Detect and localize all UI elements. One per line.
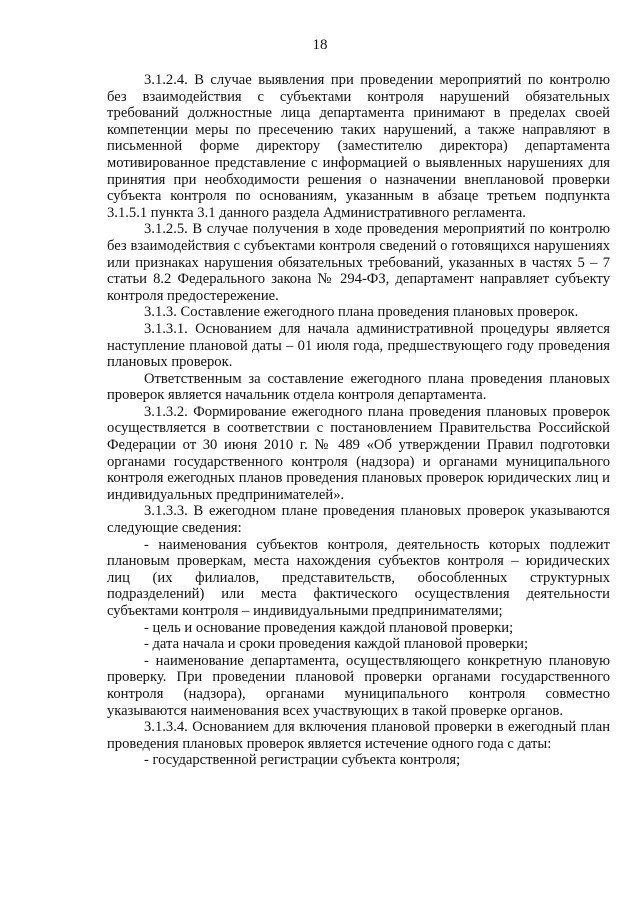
paragraph-3-1-2-5: 3.1.2.5. В случае получения в ходе проведения мероприятий по контролю без взаимодействия с субъектами контроля сведений о готовящихся нарушениях или признаках нарушения обязательных требований, указанных в частях 5 – 7 статьи 8.2 Федерального закона № 294-ФЗ, департамент направляет субъекту контроля предостережение. bbox=[107, 221, 610, 304]
list-item-department: - наименование департамента, осуществляющего конкретную плановую проверку. При проведении плановой проверки органами государственного контроля (надзора), органами муниципального контроля совместно указываются наименования всех участвующих в такой проверке органов. bbox=[107, 652, 610, 719]
paragraph-3-1-3-1: 3.1.3.1. Основанием для начала административной процедуры является наступление плановой даты – 01 июля года, предшествующего году проведения плановых проверок. bbox=[107, 320, 610, 371]
paragraph-3-1-3: 3.1.3. Составление ежегодного плана проведения плановых проверок. bbox=[144, 304, 579, 321]
paragraph-3-1-2-4: 3.1.2.4. В случае выявления при проведении мероприятий по контролю без взаимодействия с субъектами контроля нарушений обязательных требований должностные лица департамента принимают в пределах своей компетенции меры по пресечению таких нарушений, а также направляют в письменной форме директору (заместителю директора) департамента мотивированное представление с информацией о выявленных нарушениях для принятия при необходимости решения о назначении внеплановой проверки субъекта контроля по основаниям, указанным в абзаце третьем подпункта 3.1.5.1 пункта 3.1 данного раздела Административного регламента. bbox=[107, 72, 610, 221]
page-number: 18 bbox=[312, 37, 328, 53]
list-item-dates: - дата начала и сроки проведения каждой плановой проверки; bbox=[144, 636, 528, 653]
paragraph-3-1-3-3: 3.1.3.3. В ежегодном плане проведения плановых проверок указываются следующие сведения: bbox=[107, 503, 610, 537]
list-item-registration: - государственной регистрации субъекта контроля; bbox=[144, 752, 461, 769]
paragraph-3-1-3-4: 3.1.3.4. Основанием для включения плановой проверки в ежегодный план проведения плановых проверок является истечение одного года с даты: bbox=[107, 719, 610, 752]
paragraph-3-1-3-2: 3.1.3.2. Формирование ежегодного плана проведения плановых проверок осуществляется в соответствии с постановлением Правительства Российской Федерации от 30 июня 2010 г. № 489 «Об утверждении Правил подготовки органами государственного контроля (надзора) и органами муниципального контроля ежегодных планов проведения плановых проверок юридических лиц и индивидуальных предпринимателей». bbox=[107, 403, 610, 503]
document-body bbox=[107, 72, 610, 769]
list-item-subjects: - наименования субъектов контроля, деятельность которых подлежит плановым проверкам, места нахождения субъектов контроля – юридических лиц (их филиалов, представительств, обособленных структурных подразделений) или места фактического осуществления деятельности субъектами контроля – индивидуальными предпринимателями; bbox=[107, 536, 610, 619]
list-item-goal: - цель и основание проведения каждой плановой проверки; bbox=[144, 619, 514, 636]
paragraph-responsible: Ответственным за составление ежегодного плана проведения плановых проверок является начальник отдела контроля департамента. bbox=[107, 370, 610, 404]
